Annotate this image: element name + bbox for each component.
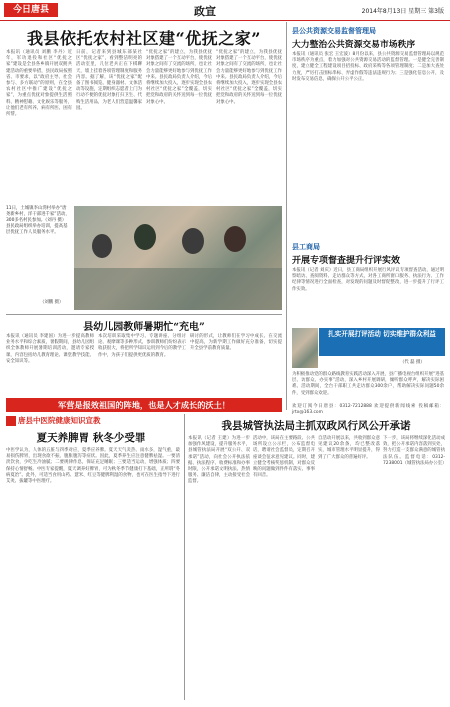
photo-credit: （刘鹏 摄）	[40, 300, 64, 305]
photo-caption: 11日，土城镇李山湾村举办“唐尧新乡村，洋干部进千家”活动，300多名村民参加。（刘丹 摄）县民政局组织举办培训，提高基层优抚工作人员服务水平。	[6, 206, 70, 235]
health-box-title: 唐县中医院健康知识宣教	[18, 416, 101, 425]
main-story-col3: “优抚之家”的建立，为我县优抚对象搭建了一个互动平台，使优抚对象之间有了交流的场所，也让社会力量能够更好地参与到优抚工作中来。县民政局负责人介绍，今后将继续加大投入，逐步实现全县农村社区“优抚之家”全覆盖，切实把党和政府的关怀送到每一位优抚对象心中。	[146, 50, 212, 105]
right-top-headline: 大力整治公共资源交易市场秩序	[292, 40, 416, 50]
main-headline: 我县依托农村社区建“优抚之家”	[27, 29, 261, 48]
health-icon	[6, 416, 16, 426]
chengguan-col3: 自活动开展以来，共收到群众意见建议20余条，均已整改落实，城市管理水平明显提升，得到了广大群众的普遍好评。	[318, 436, 380, 460]
kindergarten-col1: 本报讯（通讯员 李建国）为进一步提高教师业务水平和综合素质，暑假期间，县幼儿园组织全体教师开展暑期培训活动，邀请专家授课，内容包括幼儿教育理论、课堂教学技能、安全知识等。	[6, 334, 94, 364]
right-bottom-note: 欢迎订阅今日唐县：0312-7212888 欢迎提供新闻线索 投稿邮箱：jrtx@163.com	[292, 404, 444, 416]
dateline: 2014年8月13日 星期三 第3版	[361, 8, 444, 15]
right-mid-headline: 开展专项督查提升行评实效	[292, 256, 401, 266]
right-mid-body: 本报讯（记者 刘庆）近日，县工商局组织开展行风评议专项督查活动，通过明察暗访、查阅资料、走访群众等方式，对各工商所窗口服务、执法行为、工作纪律等情况进行全面检查，对发现的问题及时督促整改，进一步提升了行评工作实效。	[292, 268, 444, 292]
section-title: 政宣	[194, 5, 216, 18]
chengguan-col1: 本报讯（记者 王建）为进一步加强作风建设，提升服务水平，县城管执法局开展“双公开、双承诺”活动，向社会公开执法依据、执法程序、收费标准和办事时限，公开承诺文明执法、热情服务、廉洁自律，主动接受社会监督。	[188, 436, 250, 485]
masthead	[0, 0, 450, 21]
main-photo	[74, 206, 282, 310]
main-story-col4: “优抚之家”的建立，为我县优抚对象搭建了一个互动平台，使优抚对象之间有了交流的场所，也让社会力量能够更好地参与到优抚工作中来。县民政局负责人介绍，今后将继续加大投入，逐步实现全县农村社区“优抚之家”全覆盖，切实把党和政府的关怀送到每一位优抚对象心中。	[216, 50, 282, 105]
right-top-body: 本报讯（通讯员 张宏 王宏波）8月份以来，县公共资源交易监督管理局以规范市场秩序为重点，着力加强对公共资源交易活动的监督管理。一是健全完善制度，建立健全工程建设项目招投标、政府采购等各项管理制度；二是加大查处力度，严厉打击围标串标、弄虚作假等违法违规行为；三是强化信息公开，及时发布交易信息，确保公开公平公正。	[292, 52, 444, 82]
right-top-label: 县公共资源交易监督管理局	[292, 27, 376, 35]
kindergarten-headline: 县幼儿园教师暑期忙“充电”	[83, 322, 205, 333]
chengguan-col4: 下一步，该局将继续深化活动成效，把公开承诺内容落到实处，努力打造一支群众满意的城管执法队伍。监督电话：0312-7238001（城管执法局办公室）	[383, 436, 447, 466]
health-box-header	[6, 414, 176, 428]
main-story-col2: 日前，记者来到县城东部某社区“优抚之家”，看到整洁明亮的活动室里，几位老兵正在下棋聊天，墙上挂着各项管理制度和服务内容。据了解，该“优抚之家”配备了图书阅览、健身器材、文体活动等设施，定期组织志愿者上门为行动不便的优抚对象打扫卫生、代购生活用品，为老人们营造温馨家园。	[76, 50, 142, 111]
kindergarten-col3: 研讨的形式，让教师们在学习中成长、在交流中提高，为新学期工作做好充分准备，切实提升全县学前教育质量。	[190, 334, 282, 352]
kindergarten-col2: 本次培训采取集中学习、专题讲座、分组讨论、观摩课等多种形式，参训教师们纷纷表示收获很大，将把所学知识运用到今后的教学工作中，为孩子们提供更优质的教育。	[98, 334, 186, 358]
health-body: 中医学认为，人体的五脏与四季对应，夏季应养脾。夏天天气炎热、雨水多，湿气重，最易损伤脾胃，出现食欲不振、腹胀腹泻等症状。因此，夏季养生应注意健脾祛湿。一要清淡饮食，少吃生冷油腻；二要规律作息，保证充足睡眠；三要适当运动，增强体质；四要保持心情舒畅。中医专家提醒，夏天调养好脾胃，可为秋冬季节健康打下基础，正所谓“冬病夏治”。此外，可适当食用山药、薏米、红豆等健脾利湿的食物，也可在医生指导下进行艾灸、拔罐等中医理疗。	[6, 448, 180, 485]
newspaper-logo: 今日唐县	[4, 3, 58, 17]
right-mid-label: 县工商局	[292, 243, 320, 251]
chengguan-col2: 活动中，该局在主要路段、公共场所设立公示栏，公布监督电话，聘请社会监督员，定期召开座谈会征求意见建议。同时，建立健全考核奖惩机制，对群众反映的问题做到件件有落实、事事有回音。	[253, 436, 315, 479]
chengguan-headline: 我县城管执法局主抓双政风行风公开承诺	[221, 420, 411, 432]
right-bottom-body: 为积极推动党的群众路线教育实践活动深入开展，县广播电视台组织开展“进基层、访群众、办实事”活动，深入乡村开展调研，倾听群众呼声，解决实际困难。活动期间，全台干部职工共走访群众300余户，帮助解决实际问题50余件，受到群众欢迎。	[292, 372, 444, 396]
right-mid-credit: （代 磊 摄）	[400, 360, 425, 365]
red-banner: 军营是报效祖国的阵地，也是人才成长的沃土！	[6, 398, 282, 412]
health-headline: 夏天养脾胃 秋冬少受罪	[36, 432, 146, 444]
main-story-col1: 本报讯（通讯员 刘鹏 李丹）近年，军功退役和社区“优抚之家”建设是全县各乡镇开展双拥共建活动的重要举措，县民政局按照省、市要求，以“政府主导、社会参与、多方联动”的原则，在全县农村社区中推广建设“优抚之家”，为重点优抚对象提供生活照料、精神慰藉、文化娱乐等服务，让他们老有所养、病有所医、困有所帮。	[6, 50, 72, 118]
slogan-banner: 扎实开展打评活动 切实维护群众利益	[319, 328, 445, 356]
right-mid-photo	[292, 328, 318, 368]
